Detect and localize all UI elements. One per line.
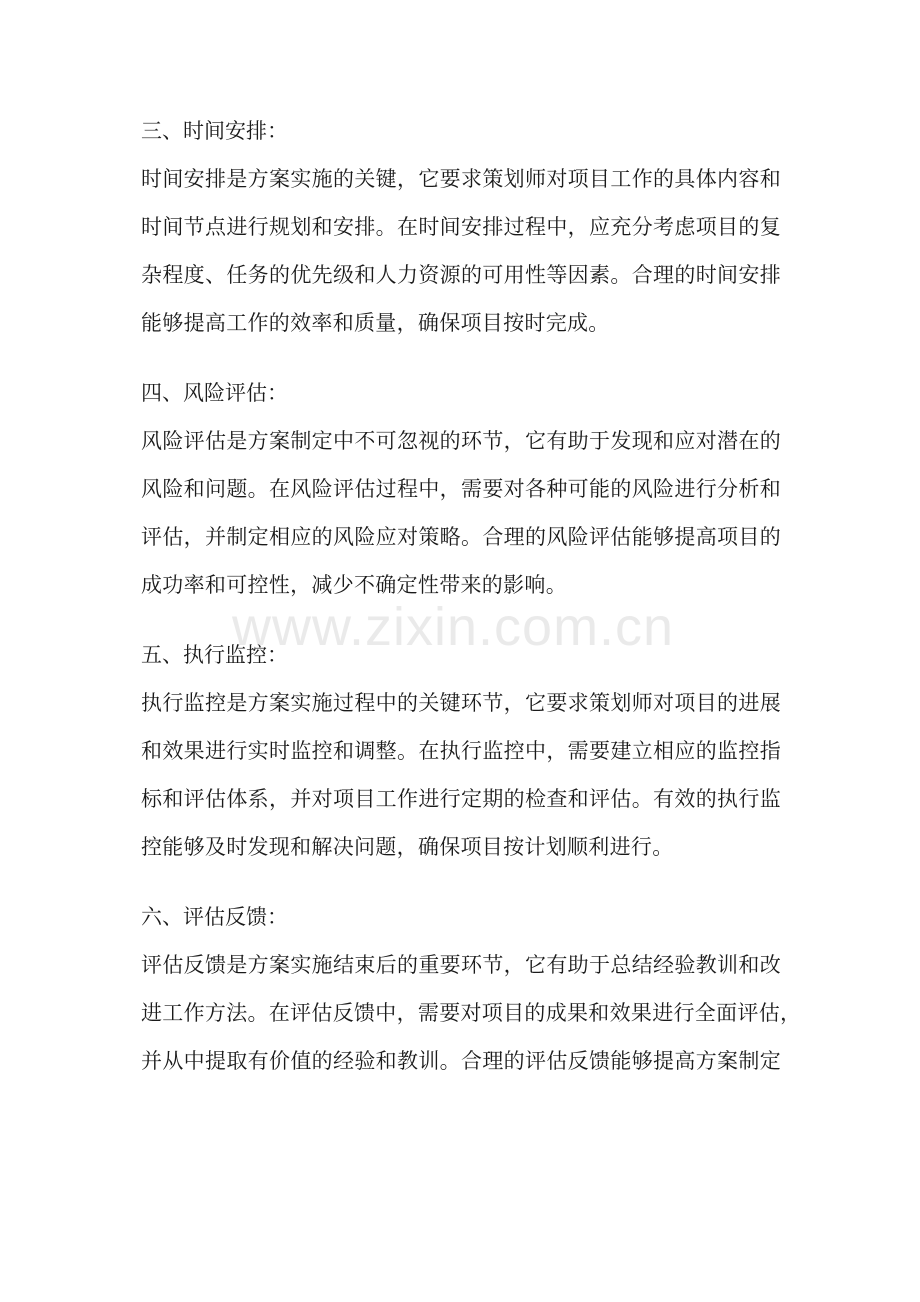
paragraph-line: 并从中提取有价值的经验和教训。合理的评估反馈能够提高方案制定 — [141, 1049, 781, 1073]
section-evaluation-feedback — [141, 898, 802, 1080]
paragraph-line: 成功率和可控性，减少不确定性带来的影响。 — [141, 573, 567, 597]
paragraph-line: 能够提高工作的效率和质量，确保项目按时完成。 — [141, 311, 610, 335]
paragraph-line: 执行监控是方案实施过程中的关键环节，它要求策划师对项目的进展 — [141, 691, 781, 715]
paragraph-line: 控能够及时发现和解决问题，确保项目按计划顺利进行。 — [141, 835, 674, 859]
paragraph-line: 和效果进行实时监控和调整。在执行监控中，需要建立相应的监控指 — [141, 739, 781, 763]
paragraph-line: 时间节点进行规划和安排。在时间安排过程中，应充分考虑项目的复 — [141, 215, 781, 239]
section-heading: 六、评估反馈： — [141, 905, 288, 929]
section-heading: 三、时间安排： — [141, 119, 288, 143]
paragraph-line: 标和评估体系，并对项目工作进行定期的检查和评估。有效的执行监 — [141, 787, 781, 811]
paragraph-line: 评估反馈是方案实施结束后的重要环节，它有助于总结经验教训和改 — [141, 953, 781, 977]
section-heading: 四、风险评估： — [141, 381, 288, 405]
paragraph-line: 时间安排是方案实施的关键，它要求策划师对项目工作的具体内容和 — [141, 167, 781, 191]
watermark: www.zixin.com.cn — [232, 597, 675, 657]
paragraph-line: 评估，并制定相应的风险应对策略。合理的风险评估能够提高项目的 — [141, 525, 781, 549]
document-content — [141, 112, 802, 1112]
paragraph-line: 进工作方法。在评估反馈中，需要对项目的成果和效果进行全面评估， — [141, 1001, 802, 1025]
paragraph-line: 风险评估是方案制定中不可忽视的环节，它有助于发现和应对潜在的 — [141, 429, 781, 453]
paragraph-line: 杂程度、任务的优先级和人力资源的可用性等因素。合理的时间安排 — [141, 263, 781, 287]
section-heading: 五、执行监控： — [141, 643, 288, 667]
section-execution-monitoring — [141, 636, 781, 866]
paragraph-line: 风险和问题。在风险评估过程中，需要对各种可能的风险进行分析和 — [141, 477, 781, 501]
section-time-schedule — [141, 112, 781, 342]
section-risk-assessment — [141, 374, 781, 604]
